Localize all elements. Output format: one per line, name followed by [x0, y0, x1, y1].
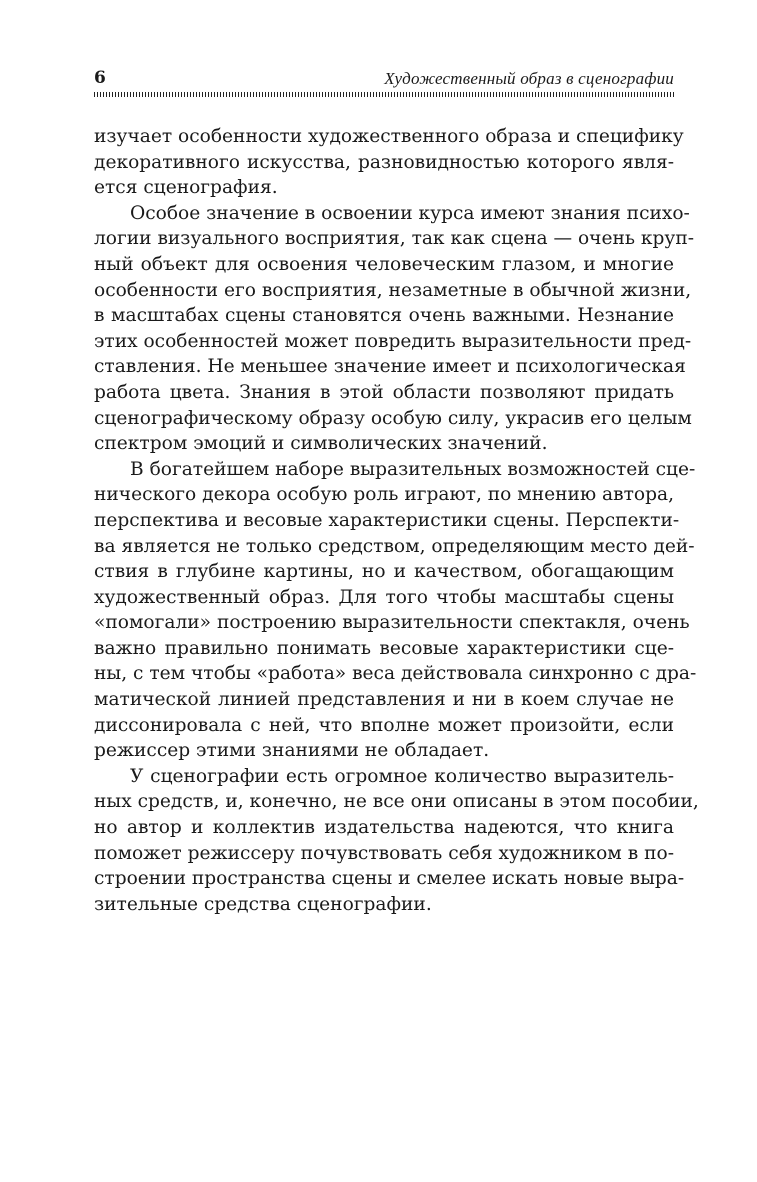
text-line: поможет режиссеру почувствовать себя художником в по-	[94, 842, 674, 864]
text-line: Особое значение в освоении курса имеют знания психо-	[130, 202, 690, 224]
text-line: ный объект для освоения человеческим глазом, и многие	[94, 253, 674, 275]
text-line: декоративного искусства, разновидностью которого явля-	[94, 151, 674, 173]
paragraph-2	[94, 201, 695, 457]
text-line: ставления. Не меньшее значение имеет и психологическая	[94, 356, 686, 378]
text-line: диссонировала с ней, что вполне может произойти, если	[94, 714, 674, 736]
text-line: работа цвета. Знания в этой области позволяют придать	[94, 381, 674, 403]
text-line: ных средств, и, конечно, не все они описаны в этом пособии,	[94, 791, 699, 813]
text-line: особенности его восприятия, незаметные в обычной жизни,	[94, 279, 692, 301]
text-line: важно правильно понимать весовые характеристики сце-	[94, 637, 674, 659]
text-line: логии визуального восприятия, так как сцена — очень круп-	[94, 228, 695, 250]
body-text	[94, 124, 699, 917]
text-line: «помогали» построению выразительности спектакля, очень	[94, 612, 690, 634]
text-line: зительные средства сценографии.	[94, 893, 432, 915]
text-line: в масштабах сцены становятся очень важными. Незнание	[94, 305, 674, 327]
text-line: сценографическому образу особую силу, украсив его целым	[94, 407, 692, 429]
text-line: строении пространства сцены и смелее искать новые выра-	[94, 868, 685, 890]
header-rule	[94, 92, 674, 97]
text-line: но автор и коллектив издательства надеются, что книга	[94, 817, 674, 839]
text-line: ствия в глубине картины, но и качеством, обогащающим	[94, 561, 674, 583]
page-header	[94, 68, 674, 90]
text-line: ва является не только средством, определяющим место дей-	[94, 535, 695, 557]
text-line: В богатейшем наборе выразительных возможностей сце-	[130, 458, 696, 480]
page-number: 6	[94, 68, 106, 88]
text-line: нического декора особую роль играют, по мнению автора,	[94, 484, 674, 506]
text-line: ны, с тем чтобы «работа» веса действовала синхронно с дра-	[94, 663, 697, 685]
text-line: матической линией представления и ни в коем случае не	[94, 689, 674, 711]
text-line: режиссер этими знаниями не обладает.	[94, 740, 490, 762]
text-line: перспектива и весовые характеристики сцены. Перспекти-	[94, 509, 680, 531]
text-line: художественный образ. Для того чтобы масштабы сцены	[94, 586, 674, 608]
text-line: этих особенностей может повредить выразительности пред-	[94, 330, 692, 352]
paragraph-3	[94, 457, 697, 764]
paragraph-1	[94, 124, 684, 201]
text-line: У сценографии есть огромное количество выразитель-	[130, 765, 674, 787]
paragraph-4	[94, 764, 699, 918]
text-line: ется сценография.	[94, 177, 278, 199]
text-line: спектром эмоций и символических значений.	[94, 433, 548, 455]
running-title: Художественный образ в сценографии	[384, 69, 674, 88]
text-line: изучает особенности художественного образа и специфику	[94, 126, 684, 147]
